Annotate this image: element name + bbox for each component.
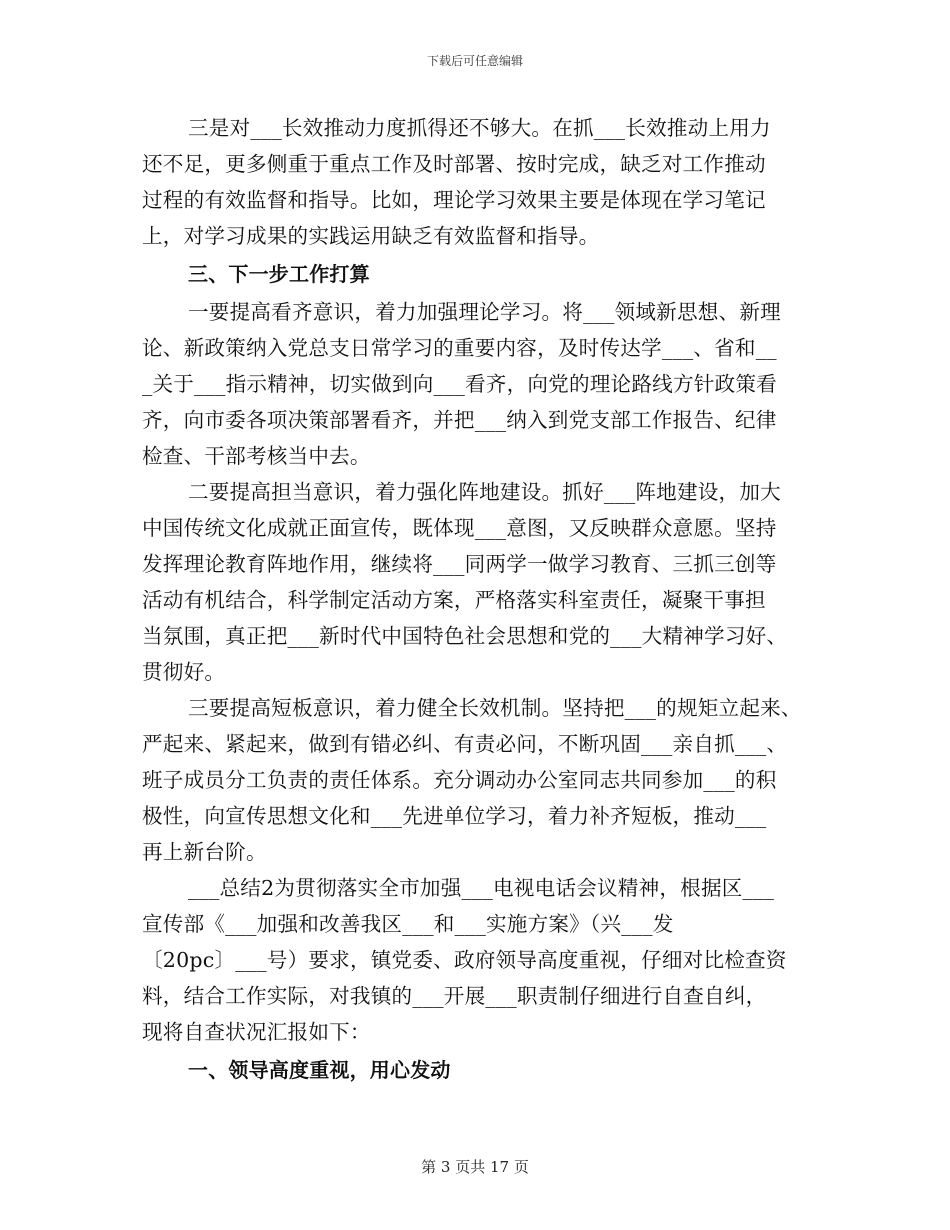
paragraph-line: 宣传部《___加强和改善我区___和___实施方案》（兴___发 [142, 912, 674, 936]
paragraph-line: 料，结合工作实际，对我镇的___开展___职责制仔细进行自查自纠， [142, 984, 767, 1008]
paragraph-line: 班子成员分工负责的责任体系。充分调动办公室同志共同参加___的积 [142, 768, 777, 792]
paragraph-line: 中国传统文化成就正面宣传，既体现___意图，又反映群众意愿。坚持 [142, 516, 777, 540]
paragraph-line: ___总结2为贯彻落实全市加强___电视电话会议精神，根据区___ [188, 876, 775, 900]
paragraph-line: 上，对学习成果的实践运用缺乏有效监督和指导。 [142, 224, 600, 248]
paragraph-line: 严起来、紧起来，做到有错必纠、有责必问，不断巩固___亲自抓___、 [142, 732, 788, 756]
paragraph-line: 过程的有效监督和指导。比如，理论学习效果主要是体现在学习笔记 [142, 188, 766, 212]
paragraph-line: 论、新政策纳入党总支日常学习的重要内容，及时传达学___、省和__ [142, 336, 777, 360]
page-header: 下载后可任意编辑 [426, 54, 523, 68]
section-heading: 三、下一步工作打算 [188, 262, 370, 286]
page-number: 第 3 页共 17 页 [421, 1158, 529, 1176]
paragraph-line: 还不足，更多侧重于重点工作及时部署、按时完成，缺乏对工作推动 [142, 152, 766, 176]
paragraph-line: 当氛围，真正把___新时代中国特色社会思想和党的___大精神学习好、 [142, 624, 788, 648]
paragraph-line: 检查、干部考核当中去。 [142, 444, 371, 468]
paragraph-line: 一要提高看齐意识，着力加强理论学习。将___领域新思想、新理 [188, 300, 781, 324]
paragraph-line: 齐，向市委各项决策部署看齐，并把___纳入到党支部工作报告、纪律 [142, 408, 777, 432]
document-body [142, 110, 812, 1090]
paragraph-line: 三要提高短板意识，着力健全长效机制。坚持把___的规矩立起来、 [188, 696, 802, 720]
paragraph-line: 再上新台阶。 [142, 840, 267, 864]
paragraph-line: 活动有机结合，科学制定活动方案，严格落实科室责任，凝聚干事担 [142, 588, 766, 612]
paragraph-line: 发挥理论教育阵地作用，继续将___同两学一做学习教育、三抓三创等 [142, 552, 777, 576]
paragraph-line: 贯彻好。 [142, 660, 226, 684]
paragraph-line: 现将自查状况汇报如下： [142, 1020, 371, 1044]
paragraph-line: 二要提高担当意识，着力强化阵地建设。抓好___阵地建设，加大 [188, 480, 781, 504]
paragraph-line: 三是对___长效推动力度抓得还不够大。在抓___长效推动上用力 [188, 116, 771, 140]
paragraph-line: 极性，向宣传思想文化和___先进单位学习，着力补齐短板，推动___ [142, 804, 767, 828]
paragraph-line: 〔20pc〕___号）要求，镇党委、政府领导高度重视，仔细对比检查资 [142, 948, 787, 972]
section-heading: 一、领导高度重视，用心发动 [188, 1058, 451, 1082]
paragraph-line: _关于___指示精神，切实做到向___看齐，向党的理论路线方针政策看 [142, 372, 777, 396]
